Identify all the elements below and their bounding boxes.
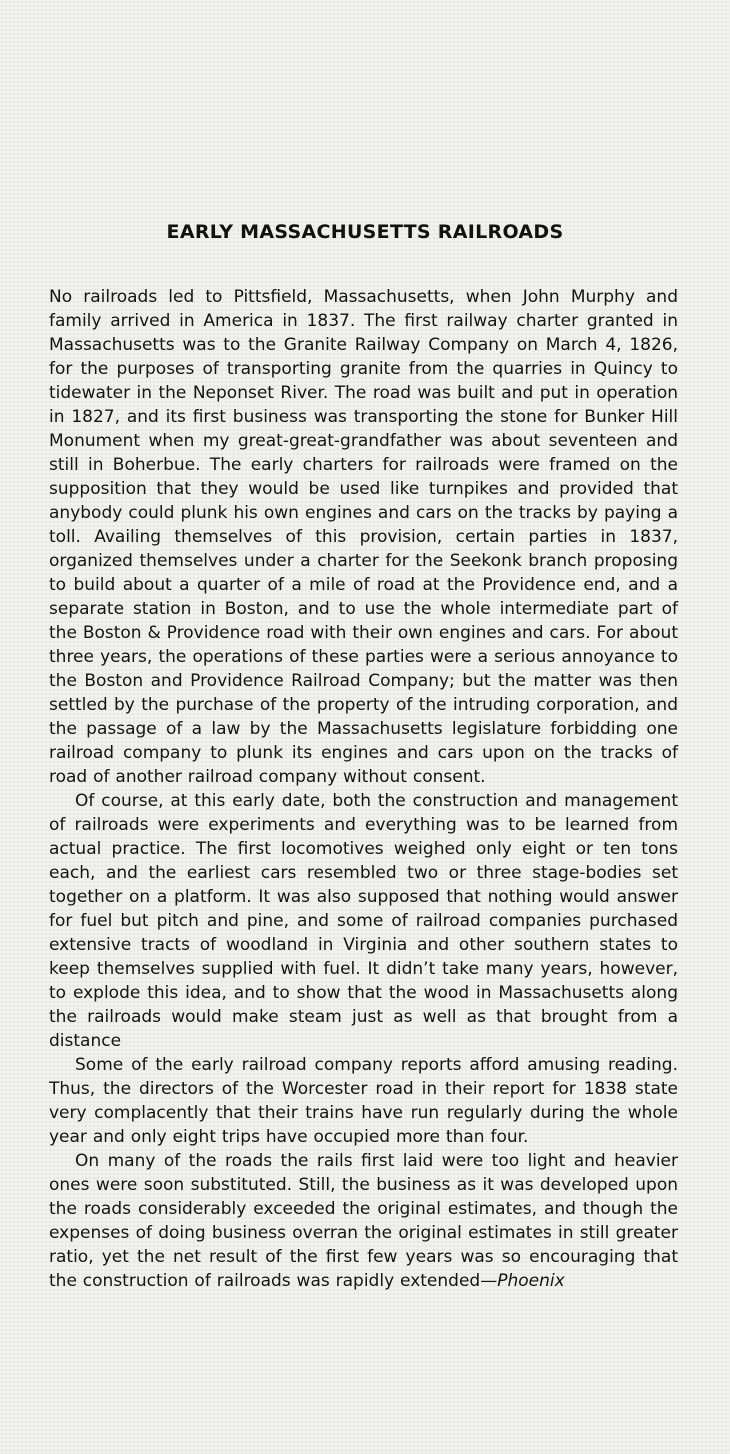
paragraph: Some of the early railroad company reports afford amusing reading. Thus, the directors of the Worcester road in their report for 1838 state very complacently that their trains have run regularly during the whole year and only eight trips have occupied more than four.: [49, 1055, 678, 1147]
document-title: EARLY MASSACHUSETTS RAILROADS: [166, 221, 564, 243]
paragraph: No railroads led to Pittsfield, Massachusetts, when John Murphy and family arrived in America in 1837. The first railway charter granted in Massachusetts was to the Granite Railway Company on March 4, 1826, for the purposes of transporting granite from the quarries in Quincy to tidewater in the Neponset River. The road was built and put in operation in 1827, and its first business was transporting the stone for Bunker Hill Monument when my great-great-grandfather was about seventeen and still in Boherbue. The early charters for railroads were framed on the supposition that they would be used like turnpikes and provided that anybody could plunk his own engines and cars on the tracks by paying a toll. Availing themselves of this provision, certain parties in 1837, organized themselves under a charter for the Seekonk branch proposing to build about a quarter of a mile of road at the Providence end, and a separate station in Boston, and to use the whole intermediate part of the Boston & Providence road with their own engines and cars. For about three years, the operations of these parties were a serious annoyance to the Boston and Providence Railroad Company; but the matter was then settled by the purchase of the property of the intruding corporation, and the passage of a law by the Massachusetts legislature forbidding one railroad company to plunk its engines and cars upon on the tracks of road of another railroad company without consent.: [49, 287, 678, 787]
attribution: Phoenix: [497, 1271, 565, 1291]
paragraph: Of course, at this early date, both the construction and management of railroads were experiments and everything was to be learned from actual practice. The first locomotives weighed only eight or ten tons each, and the earliest cars resembled two or three stage-bodies set together on a platform. It was also supposed that nothing would answer for fuel but pitch and pine, and some of railroad companies purchased extensive tracts of woodland in Virginia and other southern states to keep themselves supplied with fuel. It didn’t take many years, however, to explode this idea, and to show that the wood in Massachusetts along the railroads would make steam just as well as that brought from a distance: [49, 791, 678, 1051]
document-body: [49, 285, 678, 1293]
paragraph-text: On many of the roads the rails first laid were too light and heavier ones were soon substituted. Still, the business as it was developed upon the roads considerably exceeded the original estimates, and though the expenses of doing business overran the original estimates in still greater ratio, yet the net result of the first few years was so encouraging that the construction of railroads was rapidly extended—: [49, 1151, 678, 1291]
paragraph: [49, 1149, 678, 1293]
